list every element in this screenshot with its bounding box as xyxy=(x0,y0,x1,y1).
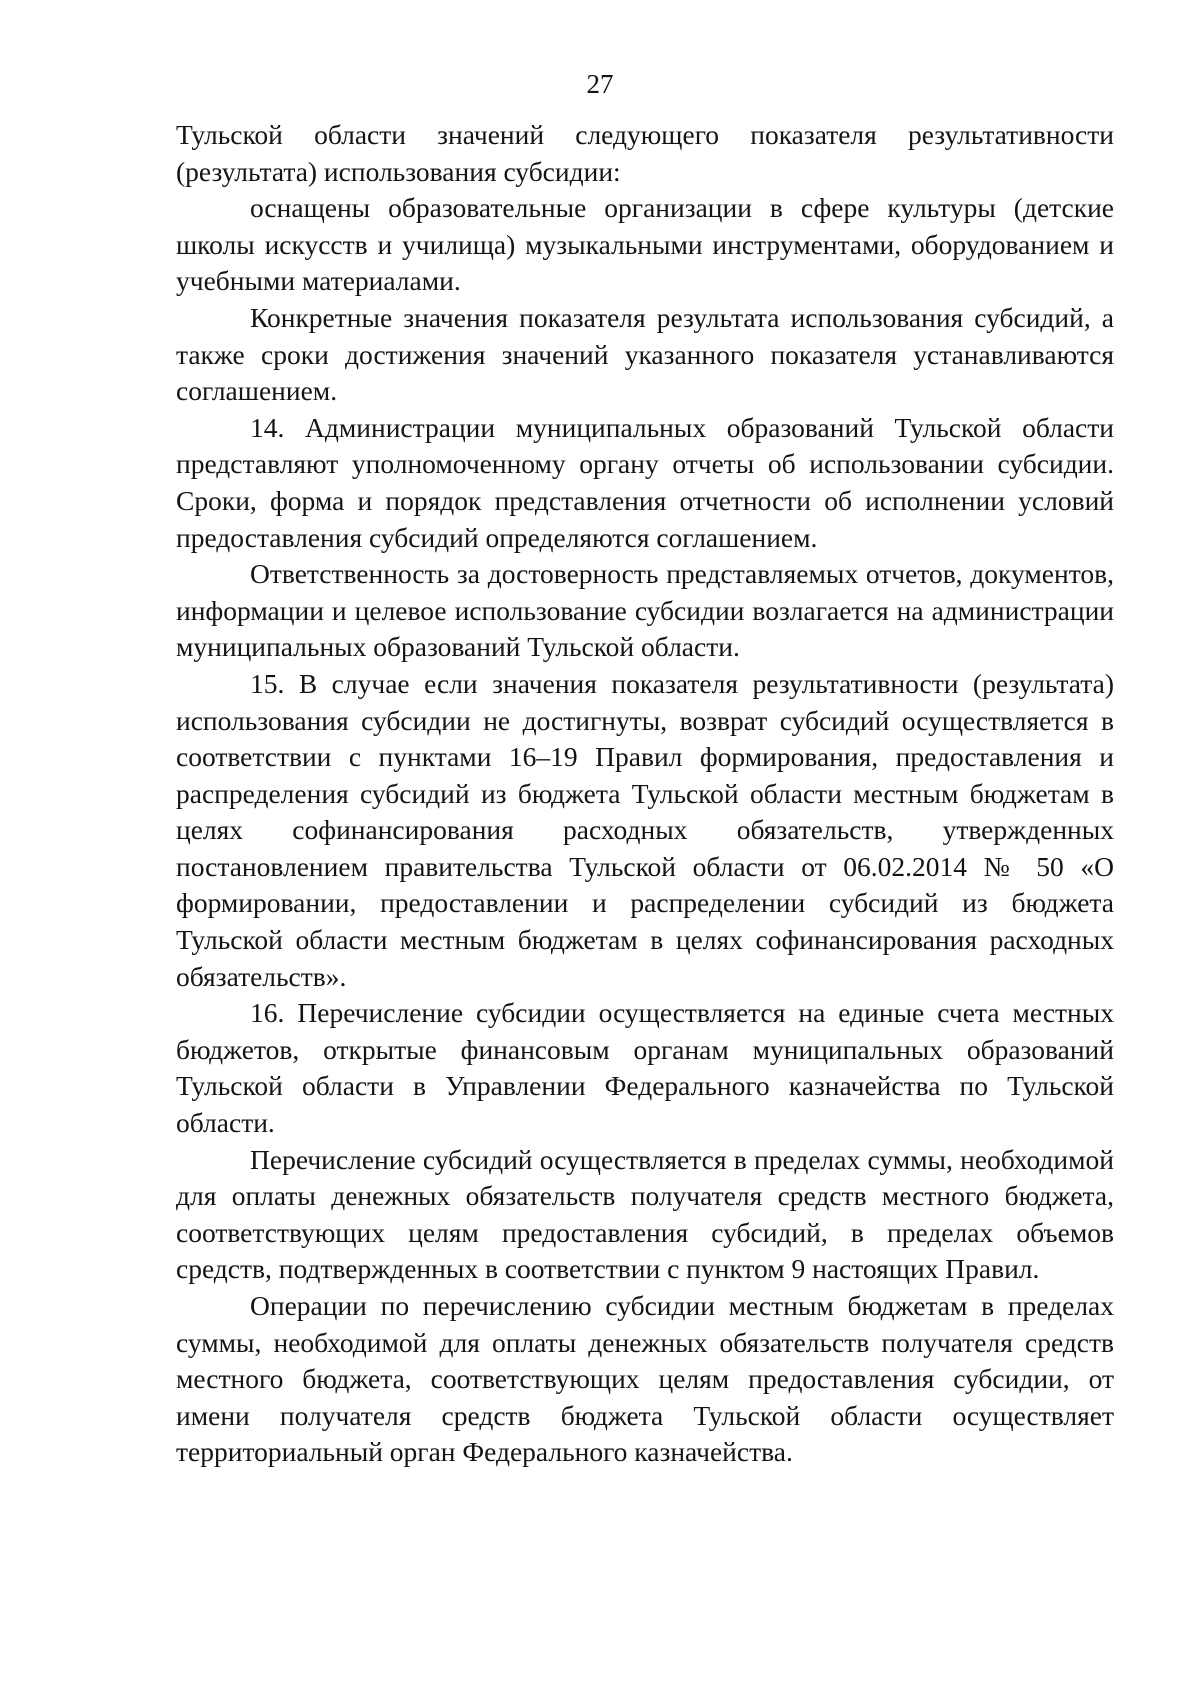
paragraph-transfer-operations: Операции по перечислению субсидии местным бюджетам в пределах суммы, необходимой для оплаты денежных обязательств получателя средств местного бюджета, соответствующих целям предоставления субсидии, от имени получателя средств бюджета Тульской области осуществляет территориальный орган Федерального казначейства. xyxy=(176,1290,1114,1468)
paragraph-item-14: 14. Администрации муниципальных образований Тульской области представляют уполномоченному органу отчеты об использовании субсидии. Сроки, форма и порядок представления отчетности об исполнении условий предоставления субсидий определяются соглашением. xyxy=(176,411,1114,553)
document-body xyxy=(176,117,1114,1471)
paragraph-equipment: оснащены образовательные организации в сфере культуры (детские школы искусств и училища) музыкальными инструментами, оборудованием и учебными материалами. xyxy=(176,192,1114,297)
paragraph-responsibility: Ответственность за достоверность представляемых отчетов, документов, информации и целевое использование субсидии возлагается на администрации муниципальных образований Тульской области. xyxy=(176,558,1114,663)
paragraph-transfer-limits: Перечисление субсидий осуществляется в пределах суммы, необходимой для оплаты денежных обязательств получателя средств местного бюджета, соответствующих целям предоставления субсидий, в пределах объемов средств, подтвержденных в соответствии с пунктом 9 настоящих Правил. xyxy=(176,1143,1114,1285)
paragraph-item-16: 16. Перечисление субсидии осуществляется на единые счета местных бюджетов, открытые финансовым органам муниципальных образований Тульской области в Управлении Федерального казначейства по Тульской области. xyxy=(176,997,1114,1139)
paragraph-intro: Тульской области значений следующего показателя результативности (результата) использования субсидии: xyxy=(176,119,1114,187)
page-number: 27 xyxy=(586,69,614,99)
paragraph-indicator-values: Конкретные значения показателя результата использования субсидий, а также сроки достижения значений указанного показателя устанавливаются соглашением. xyxy=(176,301,1114,407)
paragraph-item-15: 15. В случае если значения показателя результативности (результата) использования субсидии не достигнуты, возврат субсидий осуществляется в соответствии с пунктами 16–19 Правил формирования, предоставления и распределения субсидий из бюджета Тульской области местным бюджетам в целях софинансирования расходных обязательств, утвержденных постановлением правительства Тульской области от 06.02.2014 № 50 «О формировании, предоставлении и распределении субсидий из бюджета Тульской области местным бюджетам в целях софинансирования расходных обязательств». xyxy=(176,667,1114,992)
